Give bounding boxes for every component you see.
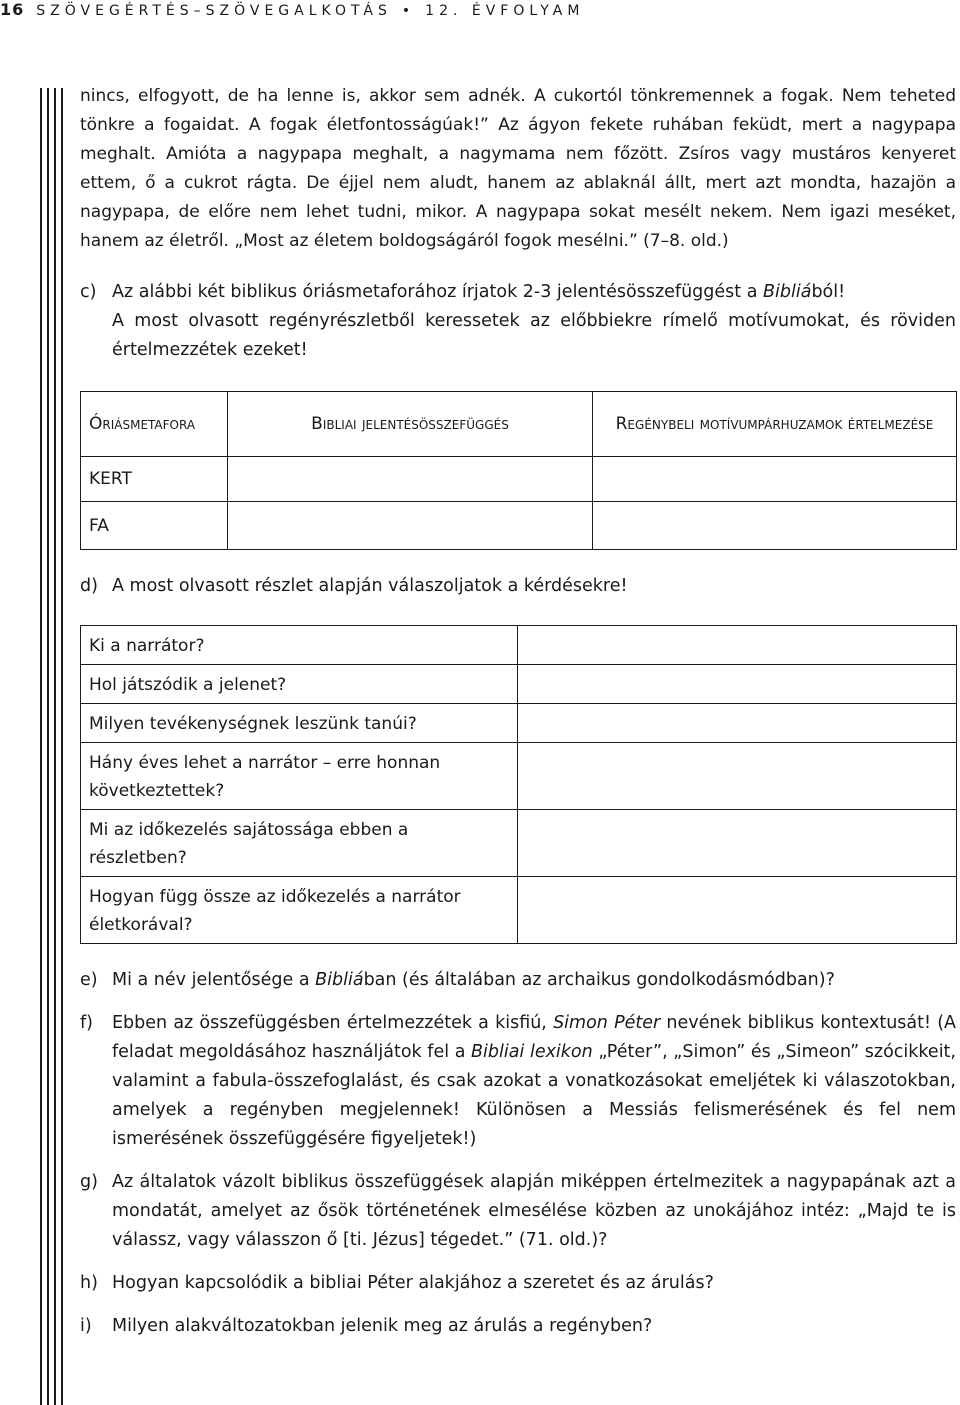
- task-text: Milyen alakváltozatokban jelenik meg az árulás a regényben?: [112, 1316, 653, 1336]
- question-cell: Milyen tevékenységnek leszünk tanúi?: [81, 704, 518, 743]
- question-cell: Ki a narrátor?: [81, 626, 518, 665]
- task-text: A most olvasott részlet alapján válaszoljatok a kérdésekre!: [112, 576, 628, 596]
- row-label-kert: KERT: [81, 457, 228, 502]
- answer-cell[interactable]: [518, 743, 957, 810]
- answer-cell[interactable]: [518, 665, 957, 704]
- metaphor-table: [80, 391, 957, 550]
- question-cell: Hol játszódik a jelenet?: [81, 665, 518, 704]
- task-i: [80, 1312, 956, 1341]
- text-run-italic: Bibliai lexikon: [471, 1042, 593, 1062]
- header-cell: Óriásmetafora: [81, 392, 228, 457]
- answer-cell[interactable]: [228, 457, 593, 502]
- questions-table: [80, 625, 957, 944]
- task-label: c): [80, 282, 97, 302]
- task-label: h): [80, 1273, 98, 1293]
- text-run: Ebben az összefüggésben értelmezzétek a kisfiú,: [112, 1013, 554, 1033]
- task-label: d): [80, 576, 98, 596]
- text-run: ból!: [811, 282, 846, 302]
- margin-bar: [54, 88, 56, 1405]
- row-label-fa: FA: [81, 502, 228, 550]
- answer-cell[interactable]: [518, 877, 957, 944]
- task-text: [112, 1009, 956, 1154]
- story-excerpt: nincs, elfogyott, de ha lenne is, akkor sem adnék. A cukortól tönkremennek a fogak. Nem teheted tönkre a fogaidat. A fogak életfontosságúak!” Az ágyon fekete ruhában feküdt, mert a nagypapa meghalt. Amióta a nagypapa meghalt, a nagymama nem főzött. Zsíros vagy mustáros kenyeret ettem, ő a cukrot rágta. De éjjel nem aludt, hanem az ablaknál állt, mert azt mondta, hazajön a nagypapa, de előre nem lehet tudni, mikor. A nagypapa sokat mesélt nekem. Nem igazi meséket, hanem az életről. „Most az életem boldogságáról fogok mesélni.” (7–8. old.): [80, 86, 956, 251]
- text-run: A most olvasott regényrészletből keressetek az előbbiekre rímelő motívumokat, és röviden értelmezzétek ezeket!: [112, 311, 956, 360]
- margin-bar: [47, 88, 49, 1405]
- task-label: f): [80, 1013, 93, 1033]
- text-run-italic: Simon Péter: [553, 1013, 661, 1033]
- question-cell: Hány éves lehet a narrátor – erre honnan következtettek?: [81, 743, 518, 810]
- task-c: [80, 278, 956, 365]
- text-run: „Péter”, „Simon” és „Simeon” szócikkeit, valamint a fabula-összefoglalást, és csak azokat a vonatkozásokat emeljétek ki válaszotokban, amelyek a regényben megjelennek! Különösen a Messiás felismerésének és fel nem ismerésének összefüggésére figyeljetek!): [112, 1042, 956, 1149]
- text-run: Mi a név jelentősége a: [112, 970, 316, 990]
- question-cell: Hogyan függ össze az időkezelés a narrátor életkorával?: [81, 877, 518, 944]
- text-run-italic: Bibliá: [315, 970, 364, 990]
- page-content: [80, 82, 956, 1341]
- task-g: [80, 1168, 956, 1255]
- header-bullet: •: [401, 3, 416, 19]
- page-number: 16: [0, 0, 25, 19]
- margin-bar: [61, 88, 63, 1405]
- text-run: nevének biblikus kontextusát! (A feladat megoldásához használjátok fel a: [112, 1013, 957, 1062]
- task-label: i): [80, 1316, 92, 1336]
- text-run: Az alábbi két biblikus óriásmetaforához írjatok 2-3 jelentésösszefüggést a: [112, 282, 763, 302]
- page-header: [0, 0, 584, 22]
- task-h: [80, 1269, 956, 1298]
- task-f: [80, 1009, 956, 1154]
- header-cell: Regénybeli motívumpárhuzamok értelmezése: [593, 392, 957, 457]
- answer-cell[interactable]: [518, 704, 957, 743]
- task-text: Hogyan kapcsolódik a bibliai Péter alakjához a szeretet és az árulás?: [112, 1273, 714, 1293]
- answer-cell[interactable]: [593, 457, 957, 502]
- task-e: [80, 966, 956, 995]
- task-text: Az általatok vázolt biblikus összefüggések alapján miképpen értelmezitek a nagypapának azt a mondatát, amelyet az ősök történetének elmesélése közben az unokájához intéz: „Majd te is válassz, vagy válasszon ő [ti. Jézus] tégedet.” (71. old.)?: [112, 1172, 956, 1250]
- answer-cell[interactable]: [518, 626, 957, 665]
- task-label: e): [80, 970, 98, 990]
- question-cell: Mi az időkezelés sajátossága ebben a részletben?: [81, 810, 518, 877]
- answer-cell[interactable]: [228, 502, 593, 550]
- answer-cell[interactable]: [593, 502, 957, 550]
- task-text: [112, 278, 956, 365]
- header-cell: Bibliai jelentésösszefüggés: [228, 392, 593, 457]
- text-run: ban (és általában az archaikus gondolkodásmódban)?: [363, 970, 835, 990]
- task-text: [112, 966, 956, 995]
- series-title: SZÖVEGÉRTÉS–SZÖVEGALKOTÁS: [36, 3, 392, 19]
- margin-bar: [40, 88, 42, 1405]
- task-label: g): [80, 1172, 98, 1192]
- answer-cell[interactable]: [518, 810, 957, 877]
- text-run-italic: Bibliá: [763, 282, 812, 302]
- task-d: [80, 572, 956, 601]
- grade-label: 12. ÉVFOLYAM: [425, 3, 585, 19]
